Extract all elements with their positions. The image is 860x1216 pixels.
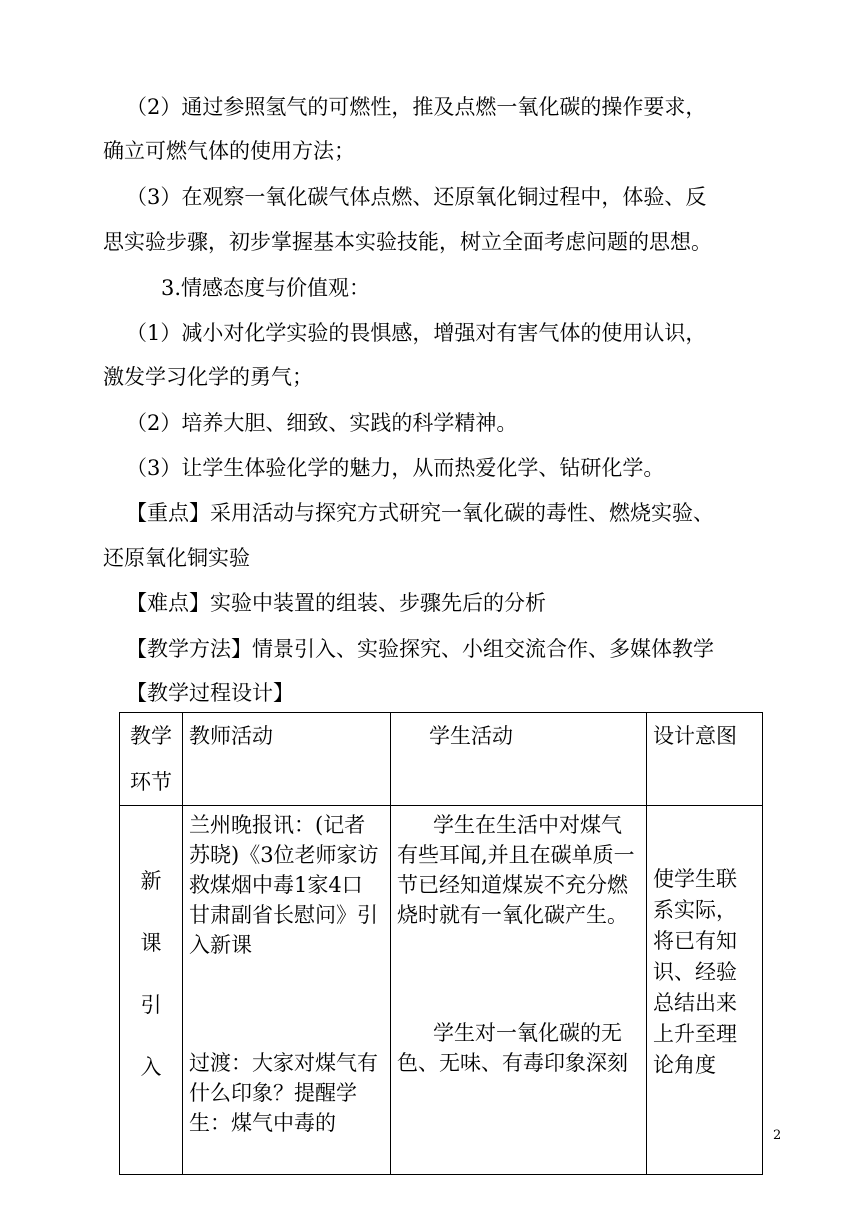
- paragraph-objective-2-line1: （2）通过参照氢气的可燃性，推及点燃一氧化碳的操作要求，: [126, 95, 707, 119]
- lesson-process-table: [119, 712, 763, 1175]
- teacher-activity-cell: [183, 806, 391, 1175]
- paragraph-attitude-2: （2）培养大胆、细致、实践的科学精神。: [126, 411, 518, 435]
- header-stage-line2: 环节: [130, 770, 172, 794]
- header-stage-line1: 教学: [130, 724, 172, 748]
- paragraph-attitude-1-line2: 激发学习化学的勇气；: [103, 365, 313, 389]
- stage-char-2: 课: [140, 931, 162, 955]
- section-heading-attitudes: 3.情感态度与价值观：: [161, 276, 371, 300]
- paragraph-objective-3-line1: （3）在观察一氧化碳气体点燃、还原氧化铜过程中，体验、反: [126, 185, 707, 209]
- student-activity-2: 学生对一氧化碳的无色、无味、有毒印象深刻: [397, 1021, 628, 1075]
- header-stage: [120, 713, 183, 806]
- key-point-line1: 【重点】采用活动与探究方式研究一氧化碳的毒性、燃烧实验、: [126, 501, 714, 525]
- key-point-line2: 还原氧化铜实验: [103, 546, 250, 570]
- header-design-intent: 设计意图: [647, 713, 763, 806]
- stage-char-1: 新: [140, 869, 162, 893]
- paragraph-attitude-1-line1: （1）减小对化学实验的畏惧感，增强对有害气体的使用认识，: [126, 321, 707, 345]
- header-teacher-activity: 教师活动: [183, 713, 391, 806]
- stage-char-4: 入: [140, 1055, 162, 1079]
- design-intent-cell: 使学生联系实际，将已有知识、经验总结出来上升至理论角度: [647, 806, 763, 1175]
- student-activity-cell: [391, 806, 647, 1175]
- stage-char-3: 引: [140, 993, 162, 1017]
- paragraph-objective-2-line2: 确立可燃气体的使用方法；: [103, 139, 355, 163]
- student-activity-1: 学生在生活中对煤气有些耳闻,并且在碳单质一节已经知道煤炭不充分燃烧时就有一氧化碳产生。: [397, 813, 635, 927]
- teacher-activity-transition: 过渡：大家对煤气有什么印象？提醒学生：煤气中毒的: [189, 1051, 378, 1135]
- process-design-title: 【教学过程设计】: [126, 681, 294, 705]
- header-student-activity: 学生活动: [391, 713, 647, 806]
- page-number: 2: [773, 1128, 782, 1143]
- table-header-row: [120, 713, 763, 806]
- difficulty-point: 【难点】实验中装置的组装、步骤先后的分析: [126, 591, 546, 615]
- teacher-activity-intro: 兰州晚报讯：(记者苏晓)《3位老师家访救煤烟中毒1家4口 甘肃副省长慰问》引入新课: [189, 813, 379, 957]
- table-row: [120, 806, 763, 1175]
- teaching-methods: 【教学方法】情景引入、实验探究、小组交流合作、多媒体教学: [126, 637, 714, 661]
- paragraph-objective-3-line2: 思实验步骤，初步掌握基本实验技能，树立全面考虑问题的思想。: [103, 230, 712, 254]
- stage-cell: [120, 806, 183, 1175]
- paragraph-attitude-3: （3）让学生体验化学的魅力，从而热爱化学、钻研化学。: [126, 456, 665, 480]
